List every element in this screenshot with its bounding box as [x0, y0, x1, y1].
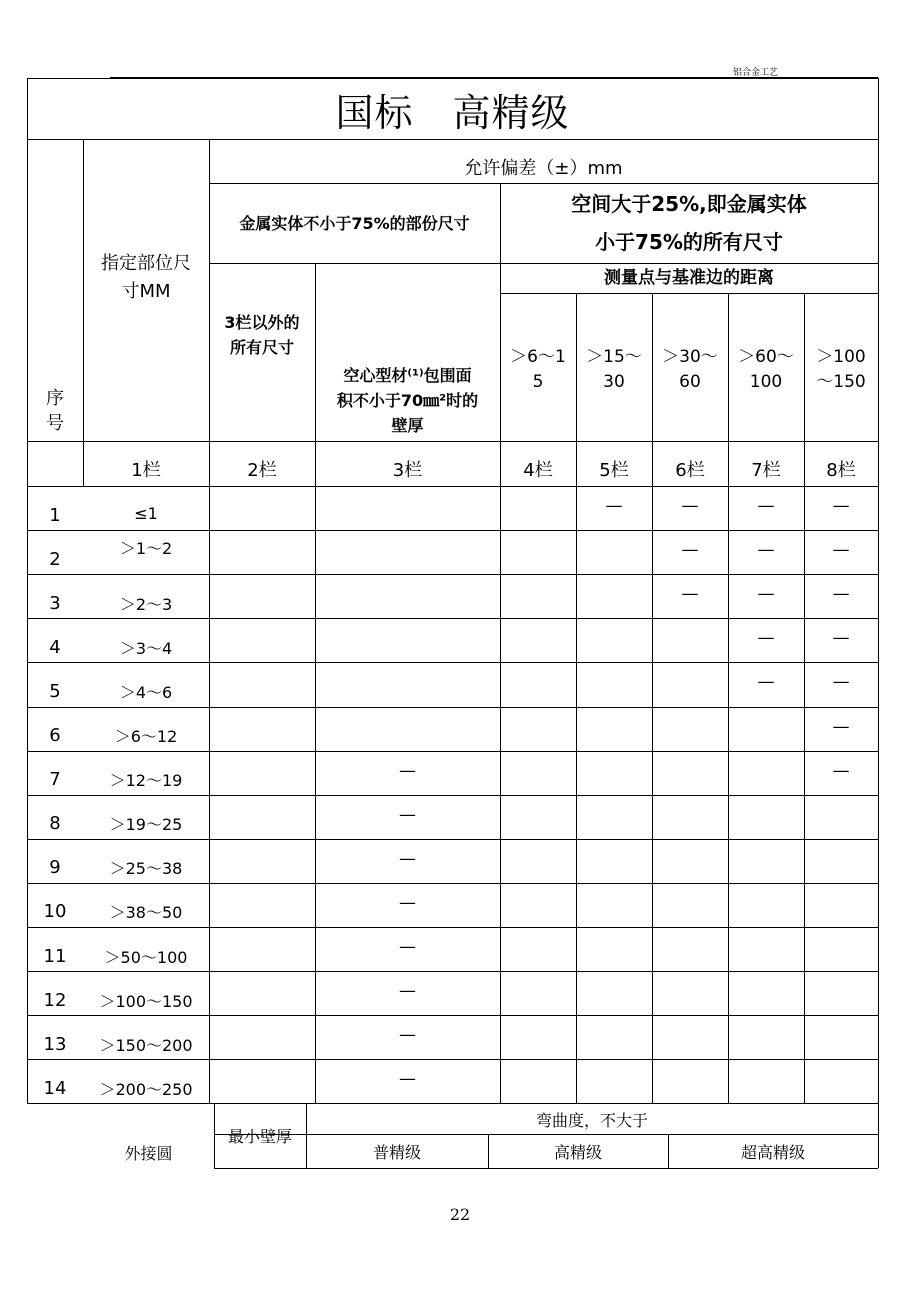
row-number: 3 [49, 592, 61, 614]
cell-col8: — [832, 584, 850, 605]
page-number: 22 [449, 1205, 471, 1224]
col8-header: ＞100 ～150 [816, 347, 866, 392]
cell-col6: — [681, 496, 699, 517]
cell-col7 [728, 1023, 804, 1047]
cell-col7 [728, 935, 804, 959]
cell-col7: — [757, 584, 775, 605]
measure-header: 测量点与基准边的距离 [604, 268, 774, 288]
cell-col7 [728, 891, 804, 915]
cell-col8 [804, 1023, 878, 1047]
row-spec: ＞2～3 [119, 594, 173, 614]
cell-col8 [804, 891, 878, 915]
row-spec: ≤1 [134, 503, 158, 523]
row-number: 2 [49, 548, 61, 570]
cell-col7 [728, 759, 804, 783]
cell-col5 [576, 979, 652, 1003]
col-number-2: 2栏 [247, 460, 277, 481]
row-divider [27, 927, 878, 928]
row-spec: ＞25～38 [109, 859, 183, 879]
col-number-6: 6栏 [675, 460, 705, 481]
cell-col6: — [681, 584, 699, 605]
title-top-border [27, 78, 878, 79]
title-right-border [878, 78, 879, 139]
cell-col3: — [399, 892, 416, 913]
col6-header: ＞30～ 60 [662, 347, 718, 392]
row-number: 9 [49, 857, 61, 879]
cell-col6 [652, 715, 728, 739]
cell-col8 [804, 847, 878, 871]
cell-col6 [652, 891, 728, 915]
cell-col5 [576, 582, 652, 606]
cell-col3 [315, 494, 500, 518]
col5-header: ＞15～ 30 [586, 347, 642, 392]
running-header: 铝合金工艺 [733, 68, 779, 78]
cell-col3 [315, 715, 500, 739]
row-number: 12 [43, 989, 67, 1011]
high-grade-label: 高精级 [553, 1142, 602, 1162]
row-spec: ＞6～12 [114, 727, 178, 747]
cell-col6 [652, 979, 728, 1003]
group1-header: 金属实体不小于75%的部份尺寸 [239, 213, 470, 233]
cell-col3: — [399, 1025, 416, 1046]
row-number: 6 [49, 725, 61, 747]
cell-col6 [652, 759, 728, 783]
cell-col7 [728, 1067, 804, 1091]
row-divider [27, 574, 878, 575]
row-divider [27, 839, 878, 840]
cell-col3: — [399, 981, 416, 1002]
cell-col8 [804, 1067, 878, 1091]
table-title: 国标 高精级 [335, 90, 570, 135]
cell-col3 [315, 670, 500, 694]
cell-col8: — [832, 540, 850, 561]
cell-col6 [652, 626, 728, 650]
grid-line [878, 1104, 879, 1168]
row-spec: ＞38～50 [109, 903, 183, 923]
header-bottom [27, 441, 878, 442]
cell-col7: — [757, 540, 775, 561]
row-divider [27, 751, 878, 752]
cell-col3: — [399, 804, 416, 825]
row-number: 10 [43, 901, 67, 923]
cell-col3: — [399, 848, 416, 869]
title-bottom-border [27, 139, 878, 140]
grid-line [209, 139, 210, 1104]
cell-col7: — [757, 672, 775, 693]
cell-col8: — [832, 760, 850, 781]
bend-label: 弯曲度，不大于 [535, 1110, 648, 1130]
row-number: 5 [49, 680, 61, 702]
col-number-5: 5栏 [599, 460, 629, 481]
cell-col6 [652, 847, 728, 871]
cell-col8 [804, 979, 878, 1003]
col-number-3: 3栏 [392, 460, 423, 481]
cell-col5: — [605, 496, 623, 517]
cell-col8 [804, 935, 878, 959]
row-number: 8 [49, 813, 61, 835]
cell-col3 [315, 582, 500, 606]
spec-header: 指定部位尺 寸MM [101, 253, 191, 302]
row-divider [27, 971, 878, 972]
col3-header: 空心型材⁽¹⁾包围面 积不小于70㎜²时的 壁厚 [336, 365, 479, 435]
cell-col8 [804, 803, 878, 827]
row-spec: ＞50～100 [104, 947, 188, 967]
col2-header: 3栏以外的 所有尺寸 [224, 313, 300, 357]
grid-line [500, 183, 501, 1104]
row-divider [27, 795, 878, 796]
cell-col5 [576, 1023, 652, 1047]
row-spec: ＞200～250 [99, 1079, 193, 1099]
cell-col6 [652, 1023, 728, 1047]
cell-col5 [576, 1067, 652, 1091]
row-spec: ＞1～2 [119, 538, 173, 558]
row-divider [27, 707, 878, 708]
cell-col7: — [757, 496, 775, 517]
cell-col5 [576, 847, 652, 871]
seq-header: 序 号 [46, 388, 64, 434]
row-spec: ＞150～200 [99, 1035, 193, 1055]
cell-col6 [652, 935, 728, 959]
row-spec: ＞12～19 [109, 771, 183, 791]
group2-header: 空间大于25%,即金属实体 小于75%的所有尺寸 [571, 192, 807, 254]
group1-header-bottom [209, 263, 500, 264]
cell-col5 [576, 935, 652, 959]
cell-col7 [728, 715, 804, 739]
cell-col3 [315, 538, 500, 562]
cell-col3 [315, 626, 500, 650]
row-spec: ＞4～6 [119, 682, 173, 702]
cell-col6: — [681, 540, 699, 561]
cell-col5 [576, 803, 652, 827]
cell-col7 [728, 803, 804, 827]
row-number: 7 [49, 769, 61, 791]
row-spec: ＞19～25 [109, 815, 183, 835]
cell-col6 [652, 670, 728, 694]
cell-col6 [652, 1067, 728, 1091]
cell-col5 [576, 715, 652, 739]
colnum-row-bottom [27, 486, 878, 487]
cell-col3: — [399, 1069, 416, 1090]
outer-circle-label: 外接圆 [124, 1143, 173, 1163]
cell-col5 [576, 626, 652, 650]
col-number-8: 8栏 [826, 460, 856, 481]
cell-col8: — [832, 496, 850, 517]
col-number-1: 1栏 [131, 460, 161, 481]
cell-col7 [728, 847, 804, 871]
cell-col7: — [757, 628, 775, 649]
cell-col5 [576, 538, 652, 562]
min-wall-label: 最小壁厚 [227, 1126, 292, 1146]
col-number-4: 4栏 [523, 460, 553, 481]
row-divider [27, 530, 878, 531]
cell-col8: — [832, 672, 850, 693]
cell-col5 [576, 759, 652, 783]
row-divider [27, 883, 878, 884]
col-number-7: 7栏 [751, 460, 781, 481]
cell-col8: — [832, 628, 850, 649]
normal-grade-label: 普精级 [372, 1142, 421, 1162]
col4-header: ＞6～1 5 [510, 347, 566, 392]
cell-col5 [576, 670, 652, 694]
row-spec: ＞100～150 [99, 991, 193, 1011]
row-number: 13 [43, 1033, 67, 1055]
cell-col8: — [832, 716, 850, 737]
col7-header: ＞60～ 100 [738, 347, 794, 392]
cell-col6 [652, 803, 728, 827]
cell-col7 [728, 979, 804, 1003]
row-number: 14 [43, 1077, 67, 1099]
row-number: 4 [49, 636, 61, 658]
grid-line [878, 139, 879, 1104]
bottom-border [214, 1168, 878, 1169]
row-spec: ＞3～4 [119, 638, 173, 658]
tolerance-header: 允许偏差（±）mm [464, 158, 623, 179]
cell-col3: — [399, 760, 416, 781]
measure-header-bottom [500, 293, 878, 294]
row-number: 1 [49, 504, 61, 526]
cell-col3: — [399, 937, 416, 958]
ultra-grade-label: 超高精级 [740, 1142, 805, 1162]
cell-col5 [576, 891, 652, 915]
row-number: 11 [43, 945, 67, 967]
